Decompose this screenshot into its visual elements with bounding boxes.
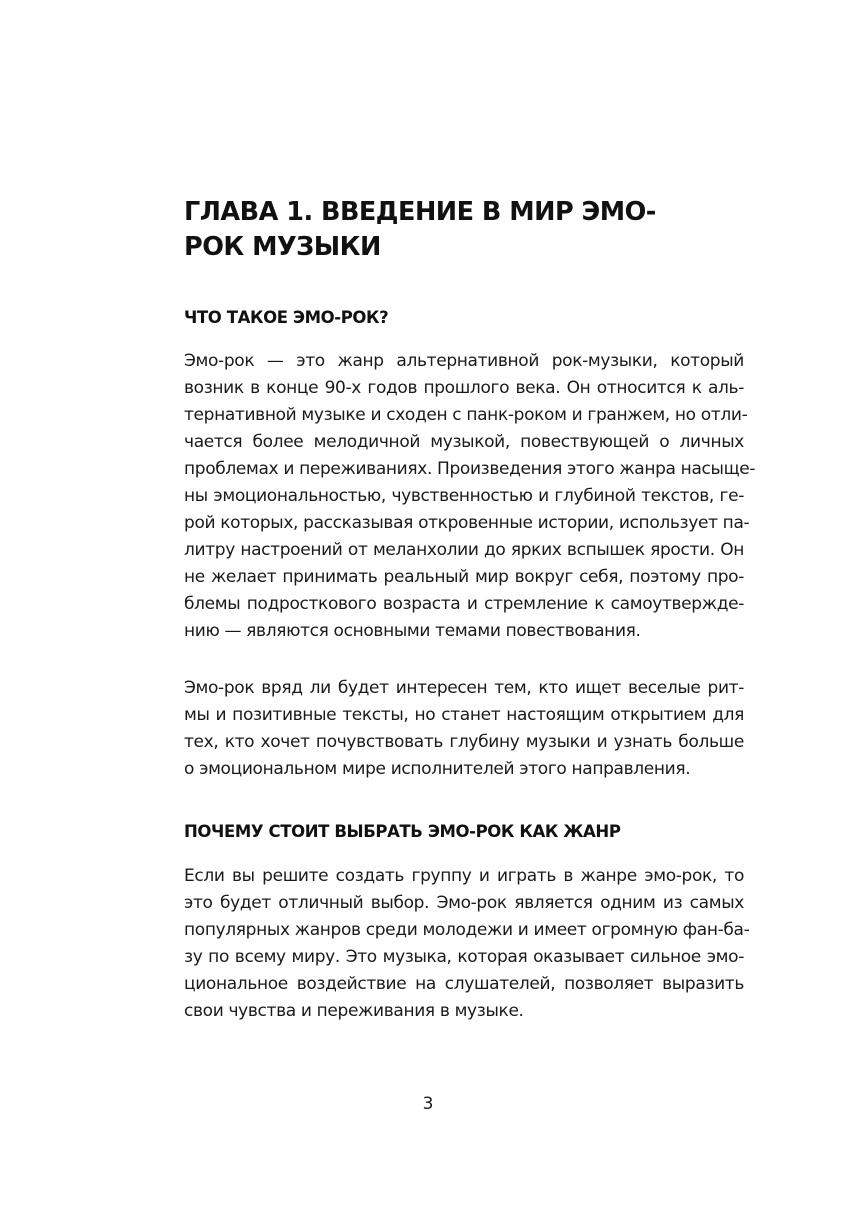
paragraph-line: возник в конце 90-х годов прошлого века. Он относится к аль- — [184, 378, 744, 398]
paragraph-line: Эмо-рок — это жанр альтернативной рок-музыки, который — [184, 351, 744, 371]
paragraph-line: ны эмоциональностью, чувственностью и глубиной текстов, ге- — [184, 486, 744, 506]
page-body — [184, 195, 756, 1025]
page-number: 3 — [422, 1094, 434, 1114]
paragraph-line: о эмоциональном мире исполнителей этого направления. — [184, 759, 691, 779]
paragraph-line: проблемах и переживаниях. Произведения этого жанра насыще- — [184, 459, 756, 479]
paragraph-line: зу по всему миру. Это музыка, которая оказывает сильное эмо- — [184, 947, 744, 967]
paragraph-line: Эмо-рок вряд ли будет интересен тем, кто ищет веселые рит- — [184, 678, 744, 698]
paragraph-line: это будет отличный выбор. Эмо-рок является одним из самых — [184, 893, 744, 913]
paragraph-line: циональное воздействие на слушателей, позволяет выразить — [184, 974, 744, 994]
chapter-title — [184, 195, 744, 265]
section-title-what-is-emo-rock: ЧТО ТАКОЕ ЭМО-РОК? — [184, 308, 389, 327]
paragraph-line: тернативной музыке и сходен с панк-роком и гранжем, но отли- — [184, 405, 748, 425]
chapter-title-line-1: ГЛАВА 1. ВВЕДЕНИЕ В МИР ЭМО- — [184, 197, 656, 227]
paragraph-line: рой которых, рассказывая откровенные истории, использует па- — [184, 513, 750, 533]
section-title-why-choose-emo-rock: ПОЧЕМУ СТОИТ ВЫБРАТЬ ЭМО-РОК КАК ЖАНР — [184, 822, 621, 841]
paragraph-why-choose — [184, 863, 750, 1025]
paragraph-line: тех, кто хочет почувствовать глубину музыки и узнать больше — [184, 732, 744, 752]
paragraph-emo-rock-definition — [184, 348, 756, 645]
paragraph-line: не желает принимать реальный мир вокруг себя, поэтому про- — [184, 567, 744, 587]
paragraph-line: Если вы решите создать группу и играть в жанре эмо-рок, то — [184, 866, 744, 886]
paragraph-line: мы и позитивные тексты, но станет настоящим открытием для — [184, 705, 744, 725]
paragraph-line: блемы подросткового возраста и стремление к самоутвержде- — [184, 594, 744, 614]
paragraph-emo-rock-audience — [184, 675, 744, 783]
paragraph-line: литру настроений от меланхолии до ярких вспышек ярости. Он — [184, 540, 744, 560]
paragraph-line: популярных жанров среди молодежи и имеет огромную фан-ба- — [184, 920, 750, 940]
paragraph-line: свои чувства и переживания в музыке. — [184, 1001, 524, 1021]
paragraph-line: нию — являются основными темами повествования. — [184, 621, 641, 641]
chapter-title-line-2: РОК МУЗЫКИ — [184, 232, 381, 262]
paragraph-line: чается более мелодичной музыкой, повествующей о личных — [184, 432, 744, 452]
